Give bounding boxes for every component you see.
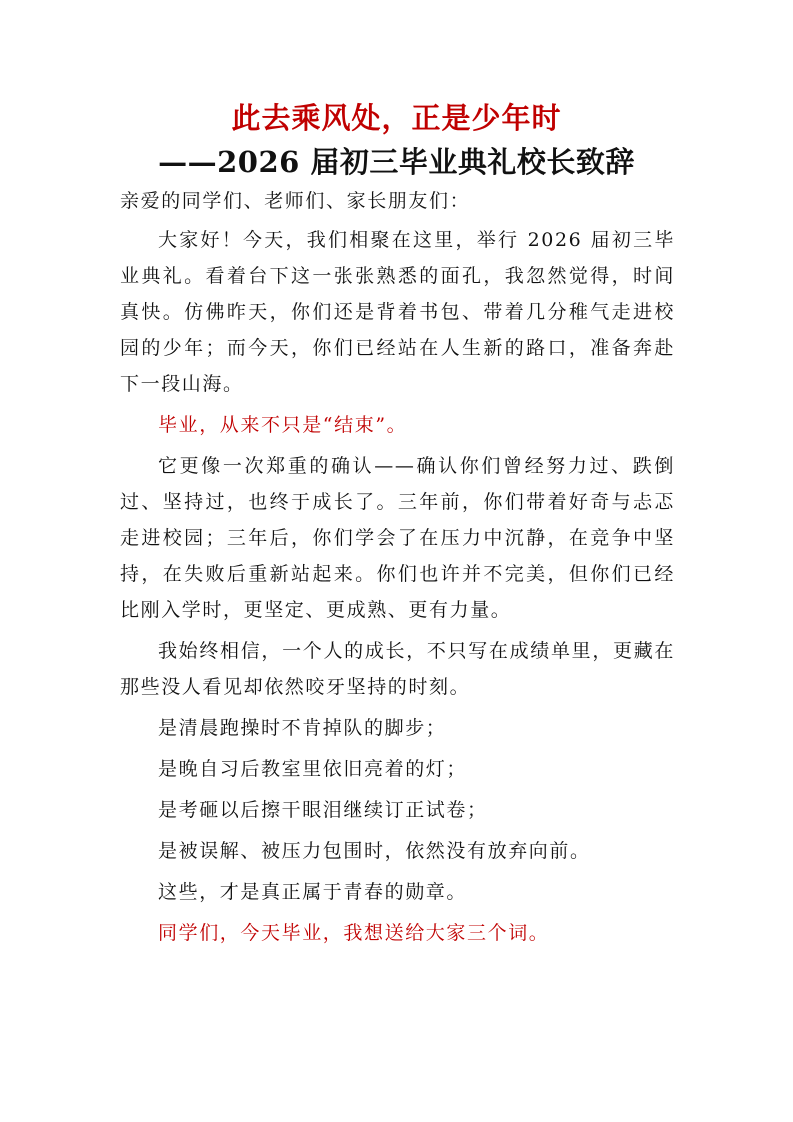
highlight-three-words: 同学们，今天毕业，我想送给大家三个词。	[158, 922, 550, 944]
document-subtitle: ——2026 届初三毕业典礼校长致辞	[158, 145, 635, 179]
document-body	[120, 183, 675, 956]
paragraph-evening-study: 是晚自习后教室里依旧亮着的灯；	[158, 758, 468, 780]
salutation: 亲爱的同学们、老师们、家长朋友们：	[120, 190, 471, 212]
paragraph-morning-run: 是清晨跑操时不肯掉队的脚步；	[158, 717, 447, 739]
paragraph-greeting: 大家好！今天，我们相聚在这里，举行 2026 届初三毕业典礼。看着台下这一张张熟悉的面孔，我忽然觉得，时间真快。仿佛昨天，你们还是背着书包、带着几分稚气走进校园的少年；而今天，你们已经站在人生新的路口，准备奔赴下一段山海。	[120, 229, 675, 395]
paragraph-not-giving-up: 是被误解、被压力包围时，依然没有放弃向前。	[158, 840, 591, 862]
paragraph-growth: 我始终相信，一个人的成长，不只写在成绩单里，更藏在那些没人看见却依然咬牙坚持的时刻。	[120, 640, 675, 698]
document-title: 此去乘风处，正是少年时	[231, 101, 562, 135]
paragraph-confirmation: 它更像一次郑重的确认——确认你们曾经努力过、跌倒过、坚持过，也终于成长了。三年前，你们带着好奇与忐忑走进校园；三年后，你们学会了在压力中沉静，在竞争中坚持，在失败后重新站起来。你们也许并不完美，但你们已经比刚入学时，更坚定、更成熟、更有力量。	[120, 455, 675, 621]
highlight-graduation: 毕业，从来不只是“结束”。	[158, 414, 408, 436]
paragraph-correcting-papers: 是考砸以后擦干眼泪继续订正试卷；	[158, 799, 488, 821]
paragraph-youth-medal: 这些，才是真正属于青春的勋章。	[158, 881, 468, 903]
